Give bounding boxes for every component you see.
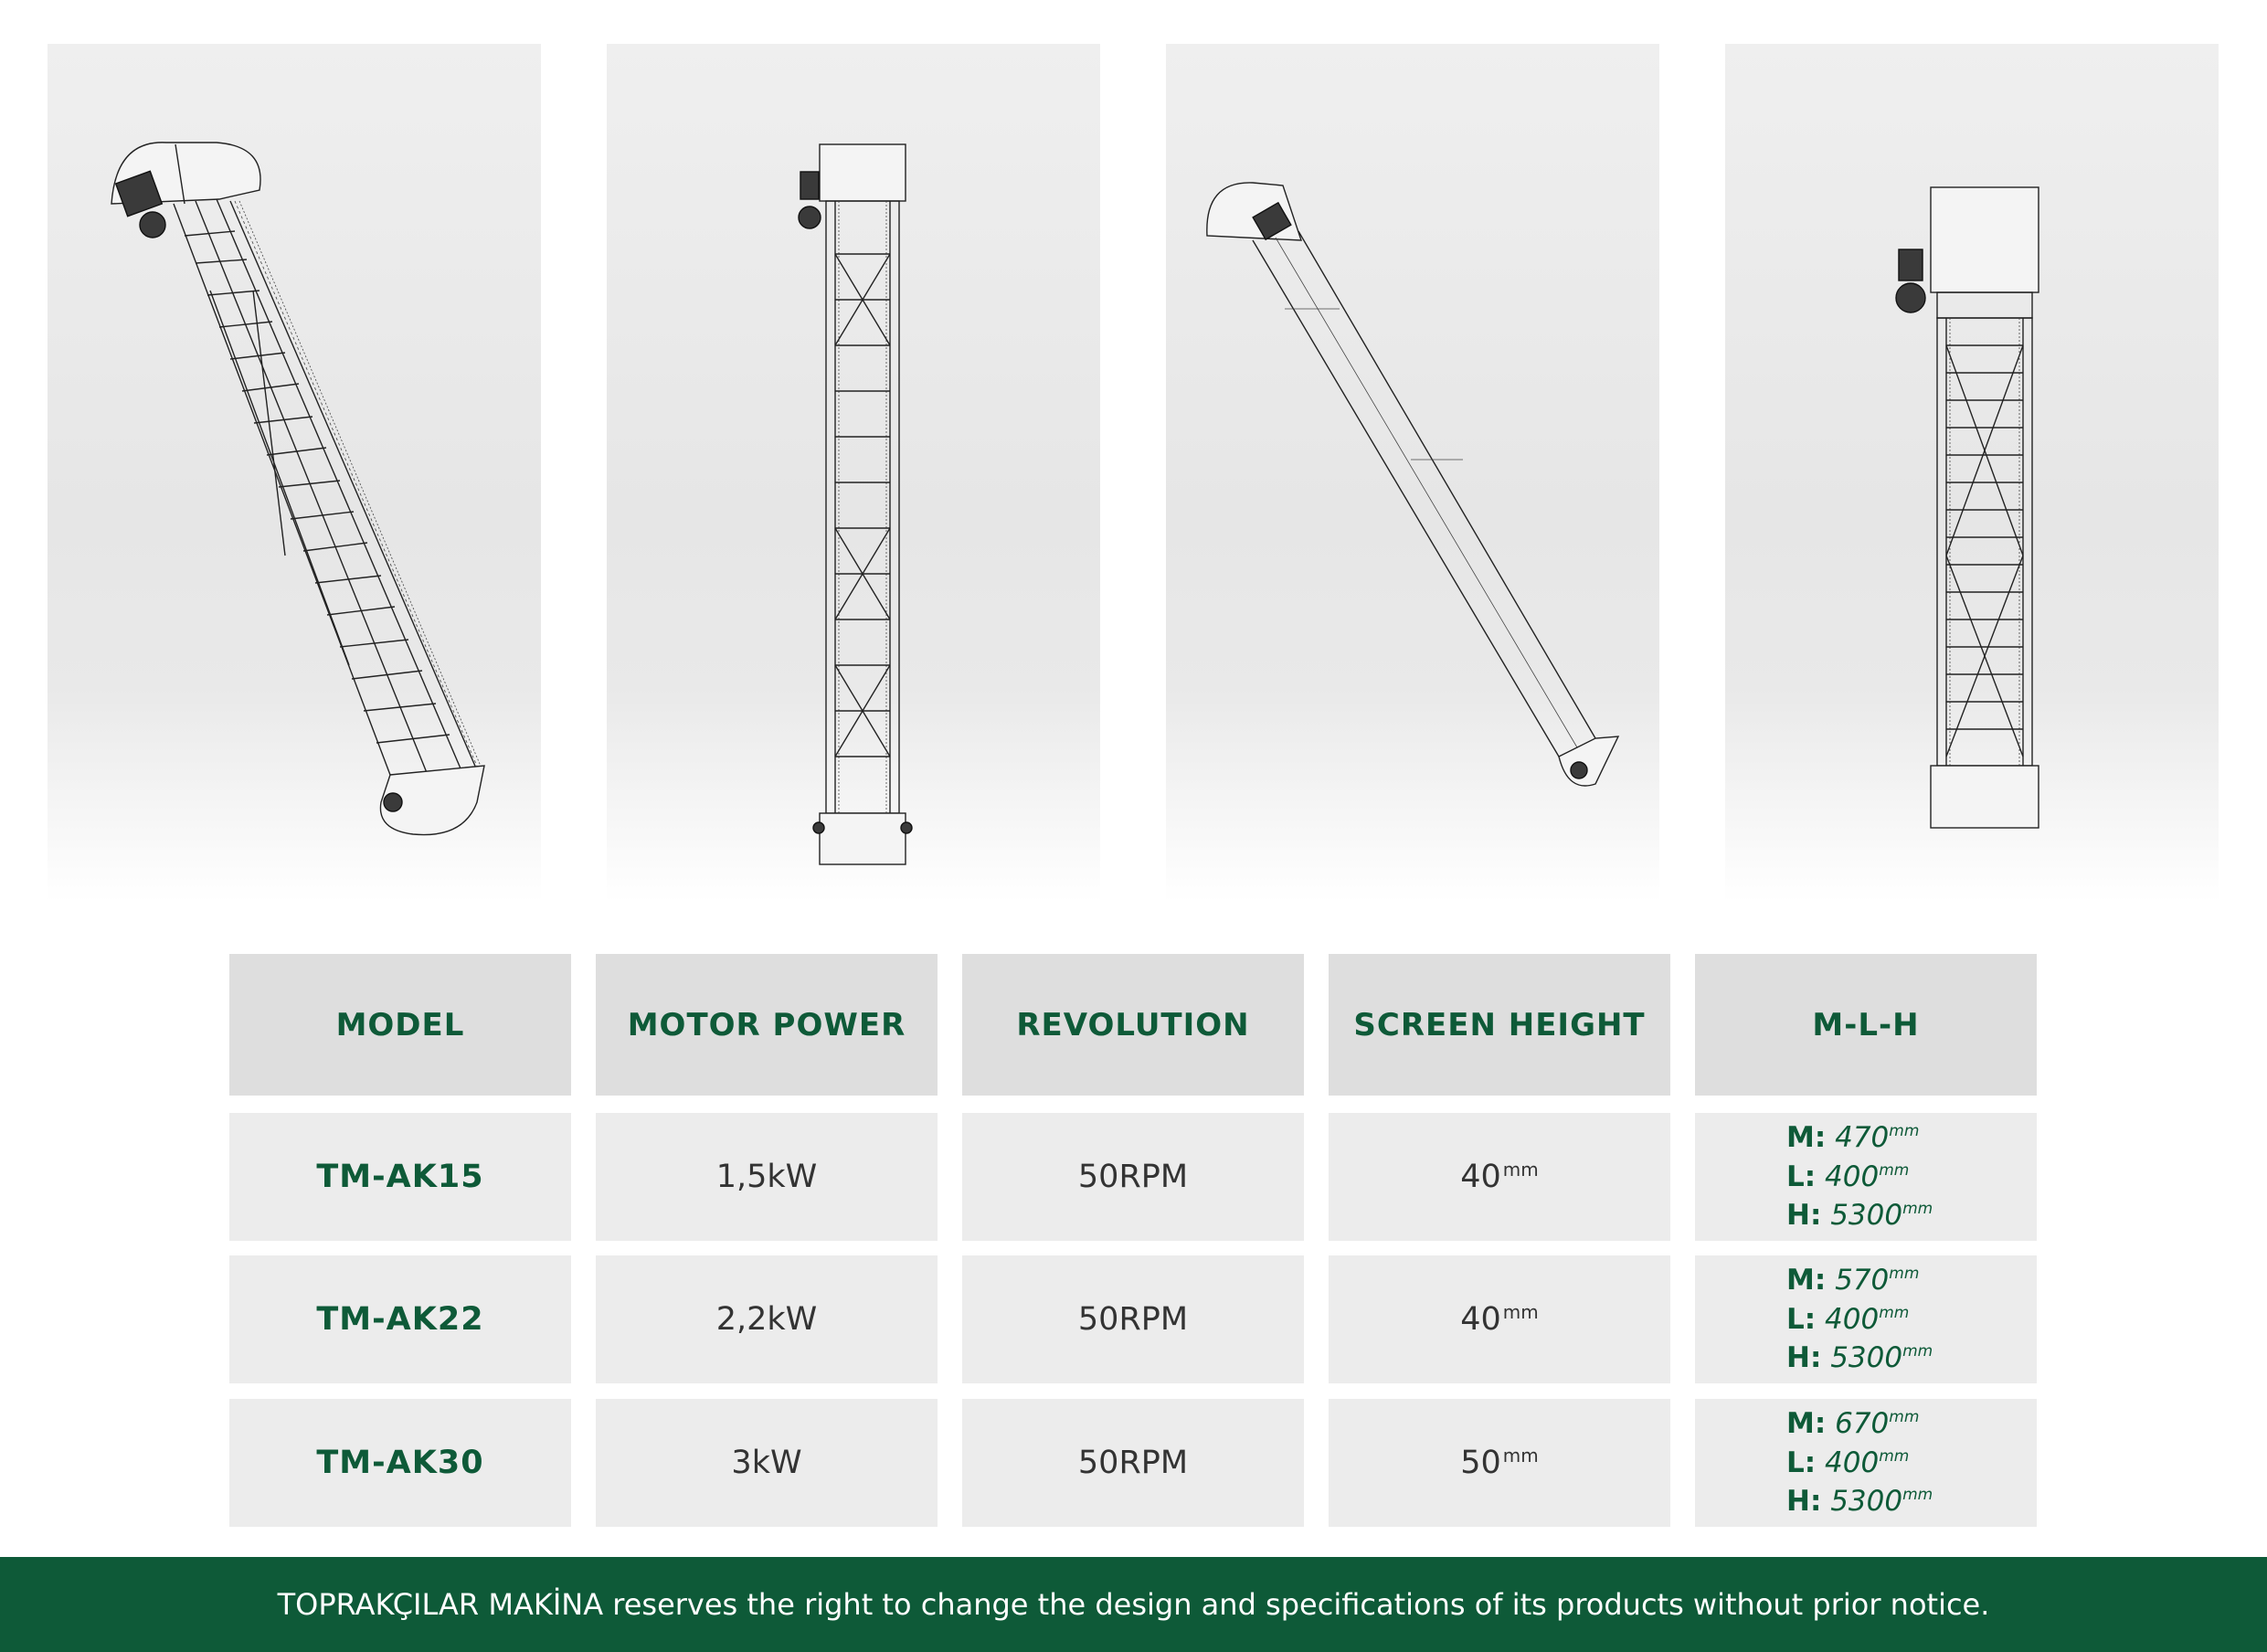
product-image-front-view (607, 44, 1100, 903)
header-mlh: M-L-H (1695, 954, 2037, 1096)
table-row-3-screen-height: 50 $^{mm}$ (1329, 1399, 1670, 1527)
mlh-l: L: $400^{mm}$ (1786, 1302, 1910, 1336)
product-image-outline-view (1166, 44, 1659, 903)
footer-notice-text: TOPRAKÇILAR MAKİNA reserves the right to change the design and specifications of its products without prior notice. (277, 1587, 1990, 1622)
table-row-3-revolution: 50RPM (962, 1399, 1304, 1527)
table-row-2-revolution: 50RPM (962, 1255, 1304, 1383)
mlh-m: M: $670^{mm}$ (1786, 1406, 1920, 1440)
inclined-screen-outline-view-icon (1166, 44, 1659, 903)
header-model: MODEL (229, 954, 571, 1096)
mlh-l: L: $400^{mm}$ (1786, 1160, 1910, 1193)
table-row-3-motor-power: 3kW (596, 1399, 938, 1527)
mlh-m: M: $470^{mm}$ (1786, 1120, 1920, 1154)
mlh-h: H: $5300^{mm}$ (1786, 1199, 1933, 1233)
table-row-1-mlh (1695, 1113, 2037, 1241)
product-image-rear-view (1725, 44, 2219, 903)
footer-notice-bar (0, 1557, 2267, 1652)
header-revolution: REVOLUTION (962, 954, 1304, 1096)
inclined-screen-front-view-icon (607, 44, 1100, 903)
mlh-m: M: $570^{mm}$ (1786, 1263, 1920, 1297)
mlh-h: H: $5300^{mm}$ (1786, 1485, 1933, 1519)
table-row-2-mlh (1695, 1255, 2037, 1383)
table-row-1-screen-height: 40 $^{mm}$ (1329, 1113, 1670, 1241)
mlh-l: L: $400^{mm}$ (1786, 1446, 1910, 1479)
table-row-1-model: TM-AK15 (229, 1113, 571, 1241)
table-row-3-model: TM-AK30 (229, 1399, 571, 1527)
header-screen-height: SCREEN HEIGHT (1329, 954, 1670, 1096)
table-row-2-model: TM-AK22 (229, 1255, 571, 1383)
header-motor-power: MOTOR POWER (596, 954, 938, 1096)
table-row-3-mlh (1695, 1399, 2037, 1527)
mlh-h: H: $5300^{mm}$ (1786, 1341, 1933, 1375)
product-image-side-view (48, 44, 541, 903)
table-row-1-revolution: 50RPM (962, 1113, 1304, 1241)
inclined-screen-side-view-icon (48, 44, 541, 903)
table-row-2-motor-power: 2,2kW (596, 1255, 938, 1383)
table-row-1-motor-power: 1,5kW (596, 1113, 938, 1241)
inclined-screen-rear-view-icon (1725, 44, 2219, 903)
table-row-2-screen-height: 40 $^{mm}$ (1329, 1255, 1670, 1383)
